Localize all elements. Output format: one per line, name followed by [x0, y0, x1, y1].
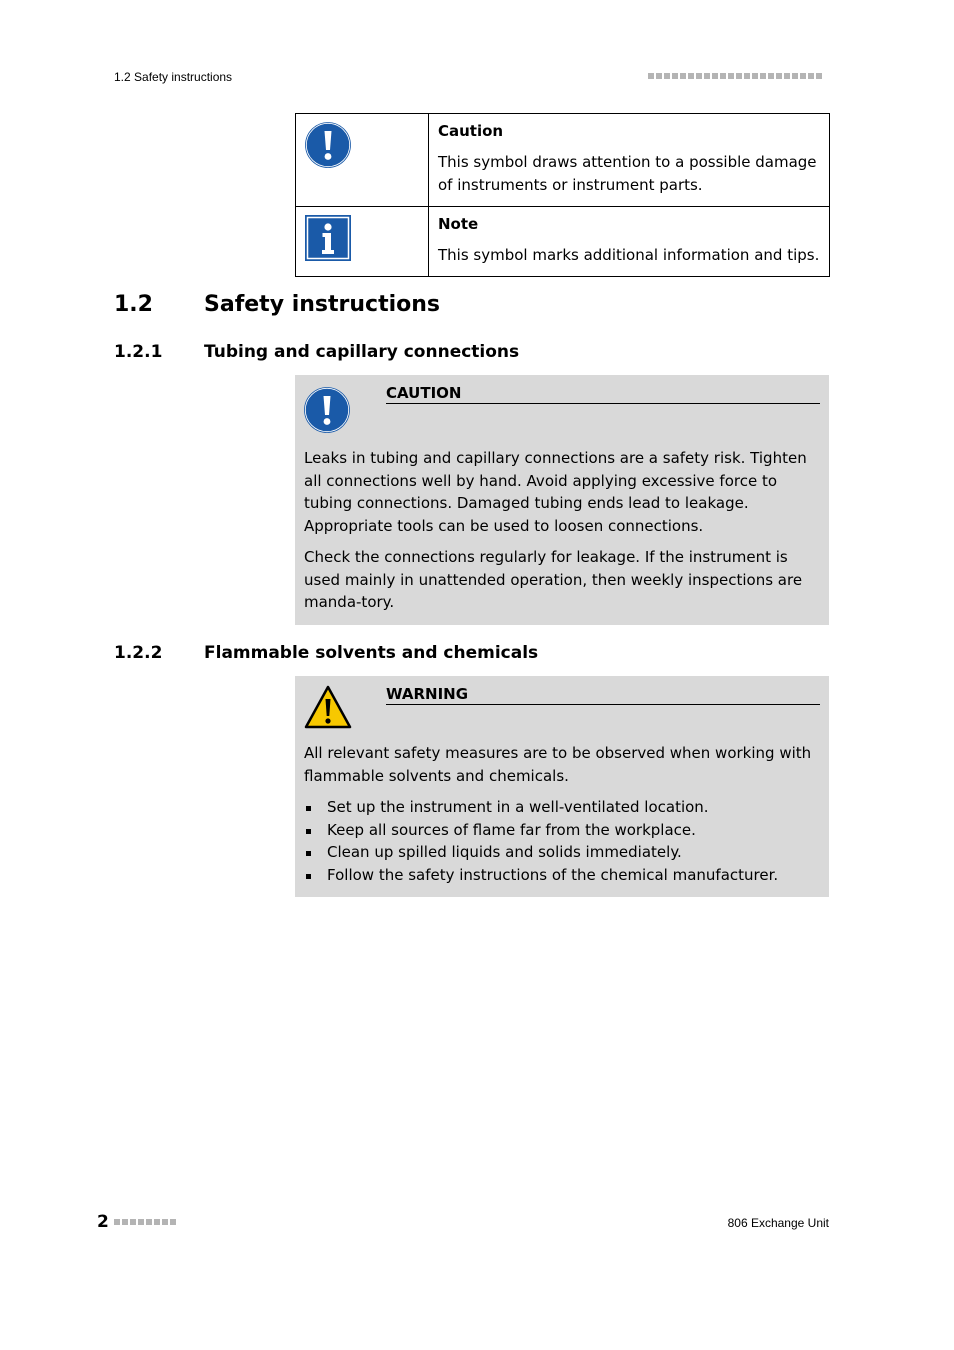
caution-icon	[304, 387, 350, 433]
subsection-2-number: 1.2.2	[114, 643, 163, 663]
list-item: Follow the safety instructions of the chemical manufacturer.	[304, 864, 815, 887]
warning-box-title: WARNING	[386, 685, 820, 705]
warning-paragraph: All relevant safety measures are to be observed when working with flammable solvents and chemicals.	[304, 744, 812, 785]
caution-paragraph-2: Check the connections regularly for leakage. If the instrument is used mainly in unattended operation, then weekly inspections are manda-tory.	[304, 548, 803, 611]
footer-dots	[114, 1219, 176, 1225]
caution-box-title: CAUTION	[386, 384, 820, 404]
product-name: 806 Exchange Unit	[727, 1216, 829, 1230]
caution-paragraph-1: Leaks in tubing and capillary connections are a safety risk. Tighten all connections well by hand. Avoid applying excessive force to tubing connections. Damaged tubing ends lead to leakage. Appropriate tools can be used to loosen connections.	[304, 449, 807, 535]
subsection-1-title: Tubing and capillary connections	[204, 342, 520, 362]
note-description: This symbol marks additional information and tips.	[438, 246, 820, 264]
list-item: Set up the instrument in a well-ventilated location.	[304, 796, 815, 819]
note-title: Note	[438, 215, 479, 233]
caution-icon	[305, 122, 351, 168]
info-icon	[305, 215, 351, 261]
list-item: Clean up spilled liquids and solids immediately.	[304, 841, 815, 864]
warning-bullet-list	[304, 796, 815, 886]
symbol-table	[295, 113, 830, 277]
running-header: 1.2 Safety instructions	[114, 70, 233, 84]
page-number: 2	[97, 1212, 109, 1232]
list-item: Keep all sources of flame far from the workplace.	[304, 819, 815, 842]
section-number: 1.2	[114, 292, 153, 317]
warning-box	[295, 676, 829, 897]
subsection-2-title: Flammable solvents and chemicals	[204, 643, 539, 663]
section-title: Safety instructions	[204, 292, 440, 317]
caution-description: This symbol draws attention to a possible damage of instruments or instrument parts.	[438, 153, 817, 194]
caution-box	[295, 375, 829, 625]
subsection-1-number: 1.2.1	[114, 342, 163, 362]
header-dots	[648, 73, 822, 79]
warning-triangle-icon	[304, 685, 352, 729]
caution-title: Caution	[438, 122, 504, 140]
